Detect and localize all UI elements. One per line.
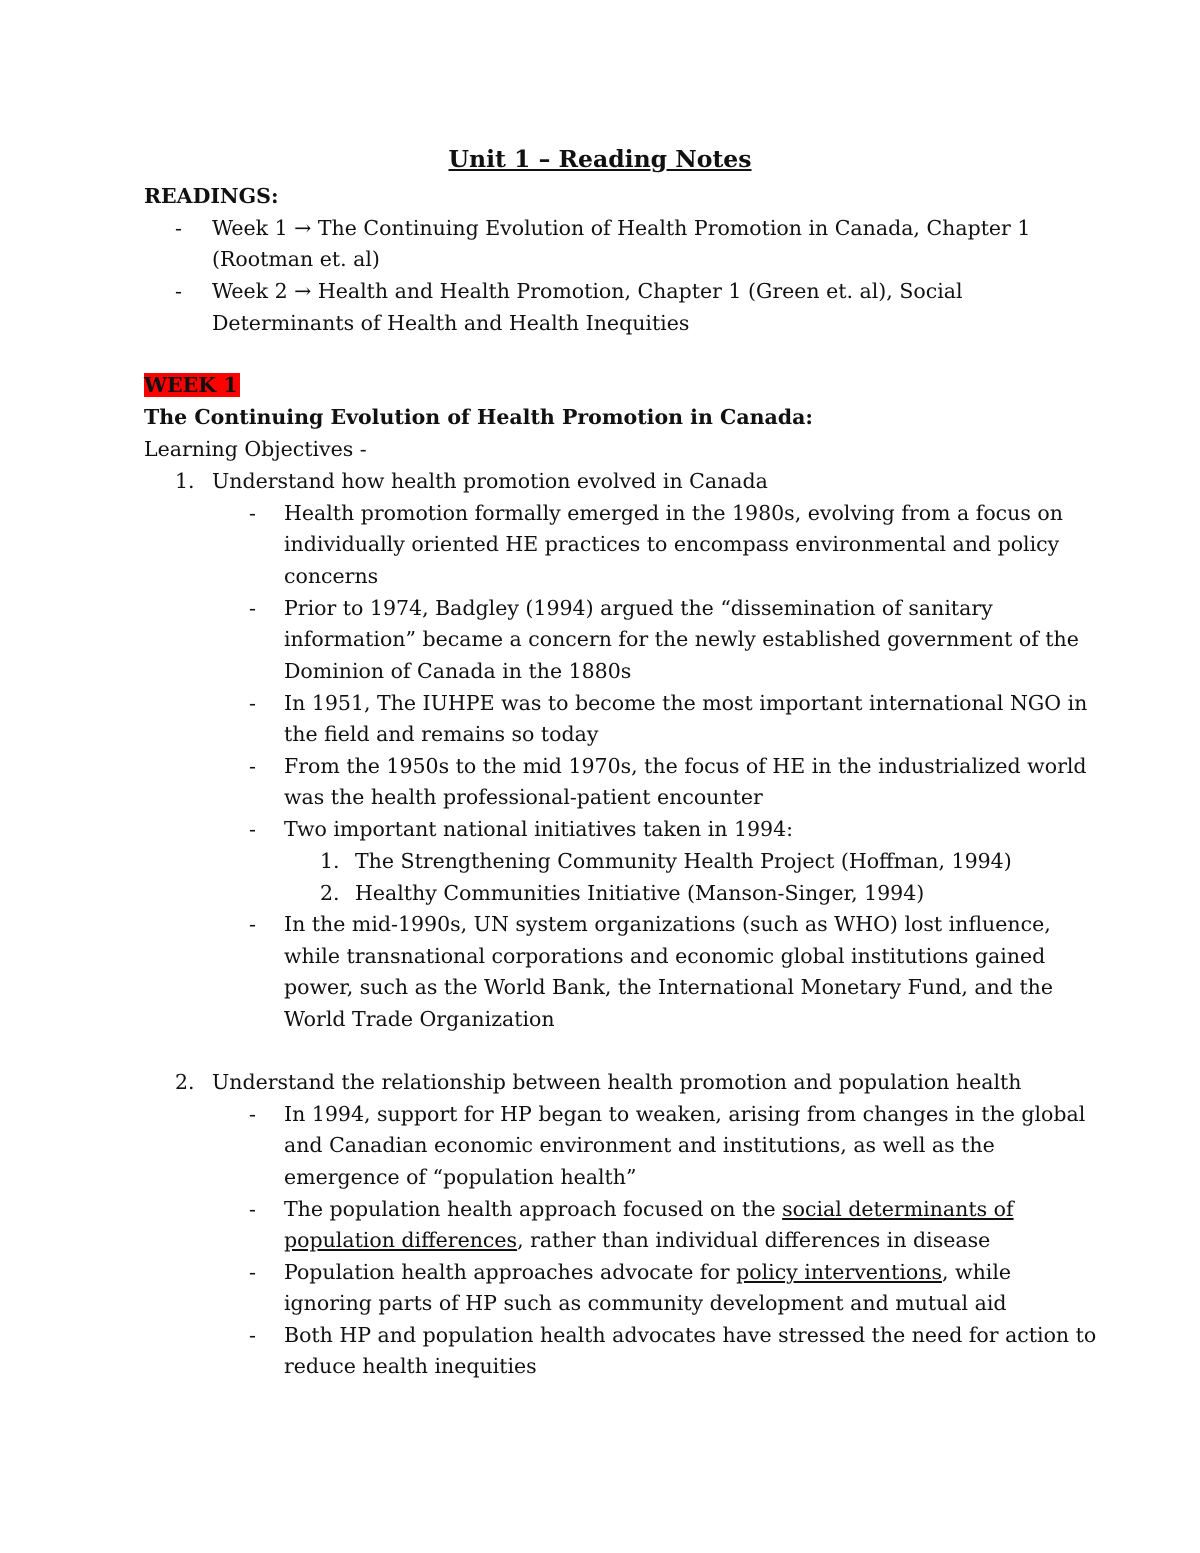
objective-number: 2. [175, 1070, 195, 1094]
bullet-line: information” became a concern for the newly established government of the [284, 627, 1079, 651]
objective-title: Understand how health promotion evolved in Canada [212, 469, 768, 493]
dash-bullet: - [249, 912, 256, 936]
bullet-line: and Canadian economic environment and institutions, as well as the [284, 1133, 995, 1157]
bullet-line: Health promotion formally emerged in the 1980s, evolving from a focus on [284, 501, 1063, 525]
reading-item-2-line-1: Week 2 → Health and Health Promotion, Chapter 1 (Green et. al), Social [212, 279, 963, 303]
objective-title: Understand the relationship between health promotion and population health [212, 1070, 1022, 1094]
bullet-line [284, 1256, 1011, 1288]
objective-number: 1. [175, 469, 195, 493]
bullet-line: Prior to 1974, Badgley (1994) argued the “dissemination of sanitary [284, 596, 993, 620]
bullet-line [284, 1224, 990, 1256]
section-heading: The Continuing Evolution of Health Promotion in Canada: [144, 405, 813, 429]
page-title: Unit 1 – Reading Notes [448, 145, 752, 173]
dash-bullet: - [249, 691, 256, 715]
sub-item-text: Healthy Communities Initiative (Manson-Singer, 1994) [355, 881, 925, 905]
bullet-line: Dominion of Canada in the 1880s [284, 659, 632, 683]
bullet-line: In 1994, support for HP began to weaken, arising from changes in the global [284, 1102, 1086, 1126]
dash-bullet: - [249, 1260, 256, 1284]
bullet-line: From the 1950s to the mid 1970s, the focus of HE in the industrialized world [284, 754, 1087, 778]
bullet-line: World Trade Organization [284, 1007, 555, 1031]
sub-item-number: 2. [320, 881, 340, 905]
bullet-text: Population health approaches advocate for [284, 1260, 737, 1284]
bullet-text: The population health approach focused on the [284, 1197, 783, 1221]
week-tag [144, 369, 240, 401]
bullet-line: In 1951, The IUHPE was to become the most important international NGO in [284, 691, 1088, 715]
reading-item-2-line-2: Determinants of Health and Health Inequities [212, 311, 690, 335]
bullet-line: emergence of “population health” [284, 1165, 637, 1189]
dash-bullet: - [249, 501, 256, 525]
bullet-line: In the mid-1990s, UN system organizations (such as WHO) lost influence, [284, 912, 1051, 936]
week-tag-label: WEEK 1 [144, 373, 238, 397]
underlined-term: policy interventions [736, 1260, 942, 1284]
bullet-line: Two important national initiatives taken in 1994: [284, 817, 794, 841]
bullet-line: was the health professional-patient encounter [284, 785, 763, 809]
bullet-line: the field and remains so today [284, 722, 599, 746]
bullet-line: power, such as the World Bank, the International Monetary Fund, and the [284, 975, 1054, 999]
bullet-text: , rather than individual differences in disease [517, 1228, 991, 1252]
bullet-text: , while [942, 1260, 1012, 1284]
dash-bullet: - [249, 1197, 256, 1221]
bullet-line: individually oriented HE practices to encompass environmental and policy [284, 532, 1060, 556]
readings-heading: READINGS: [144, 184, 279, 208]
bullet-line: reduce health inequities [284, 1354, 537, 1378]
dash-bullet: - [175, 279, 182, 303]
underlined-term: population differences [284, 1228, 518, 1252]
objectives-label: Learning Objectives - [144, 437, 367, 461]
bullet-line: ignoring parts of HP such as community development and mutual aid [284, 1291, 1007, 1315]
reading-item-1-line-1: Week 1 → The Continuing Evolution of Health Promotion in Canada, Chapter 1 [212, 216, 1031, 240]
dash-bullet: - [175, 216, 182, 240]
underlined-term: social determinants of [782, 1197, 1014, 1221]
dash-bullet: - [249, 1323, 256, 1347]
dash-bullet: - [249, 817, 256, 841]
bullet-line: Both HP and population health advocates have stressed the need for action to [284, 1323, 1097, 1347]
sub-item-text: The Strengthening Community Health Project (Hoffman, 1994) [355, 849, 1012, 873]
sub-item-number: 1. [320, 849, 340, 873]
dash-bullet: - [249, 754, 256, 778]
reading-item-1-line-2: (Rootman et. al) [212, 247, 380, 271]
dash-bullet: - [249, 596, 256, 620]
bullet-line [284, 1193, 1014, 1225]
bullet-line: concerns [284, 564, 379, 588]
bullet-line: while transnational corporations and economic global institutions gained [284, 944, 1046, 968]
dash-bullet: - [249, 1102, 256, 1126]
